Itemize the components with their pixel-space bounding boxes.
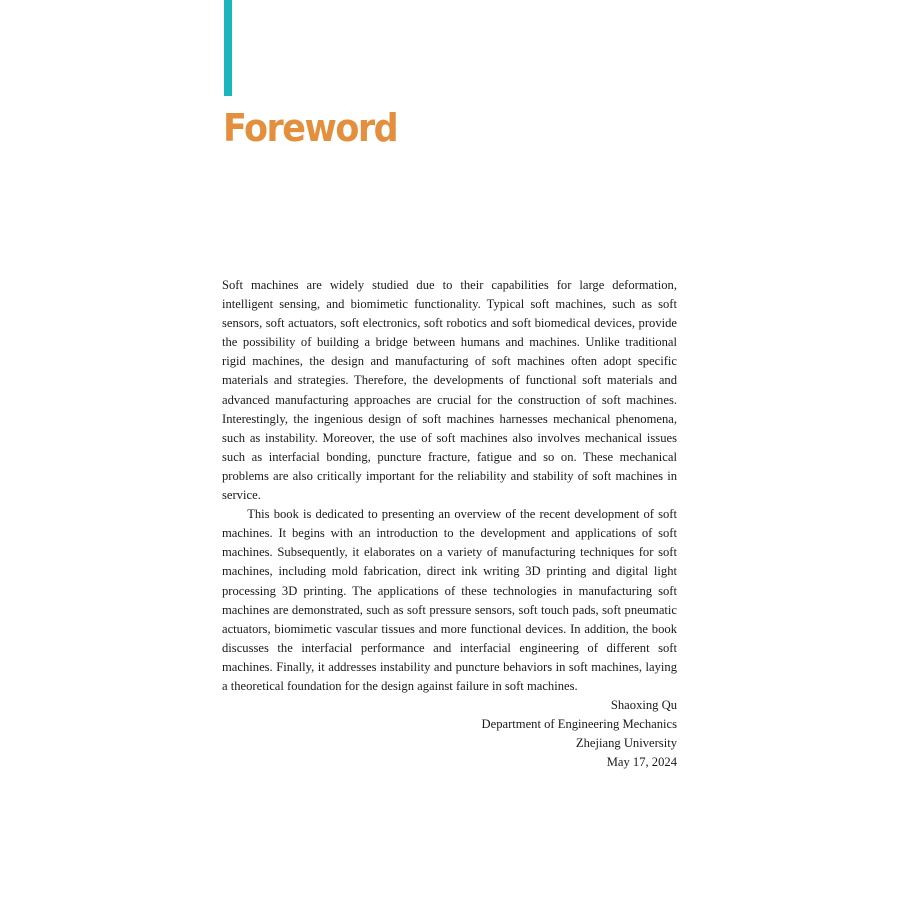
- author-department: Department of Engineering Mechanics: [481, 717, 677, 732]
- signature-block: [222, 696, 677, 772]
- foreword-body: [222, 276, 677, 772]
- signature-date: May 17, 2024: [606, 755, 677, 770]
- paragraph-1: Soft machines are widely studied due to their capabilities for large deformation, intelligent sensing, and biomimetic functionality. Typical soft machines, such as soft sensors, soft actuators, soft electronics, soft robotics and soft biomedical devices, provide the possibility of building a bridge between humans and machines. Unlike traditional rigid machines, the design and manufacturing of soft machines often adopt specific materials and strategies. Therefore, the developments of functional soft materials and advanced manufacturing approaches are crucial for the construction of soft machines. Interestingly, the ingenious design of soft machines harnesses mechanical phenomena, such as instability. Moreover, the use of soft machines also involves mechanical issues such as interfacial bonding, puncture fracture, fatigue and so on. These mechanical problems are also critically important for the reliability and stability of soft machines in service.: [222, 278, 677, 503]
- author-name: Shaoxing Qu: [610, 698, 677, 713]
- paragraph-2: This book is dedicated to presenting an overview of the recent development of soft machines. It begins with an introduction to the development and applications of soft machines. Subsequently, it elaborates on a variety of manufacturing techniques for soft machines, including mold fabrication, direct ink writing 3D printing and digital light processing 3D printing. The applications of these technologies in manufacturing soft machines are demonstrated, such as soft pressure sensors, soft touch pads, soft pneumatic actuators, biomimetic vascular tissues and more functional devices. In addition, the book discusses the interfacial performance and interfacial engineering of different soft machines. Finally, it addresses instability and puncture behaviors in soft machines, laying a theoretical foundation for the design against failure in soft machines.: [222, 507, 677, 693]
- accent-bar: [224, 0, 232, 96]
- page-title: Foreword: [223, 106, 398, 150]
- author-university: Zhejiang University: [575, 736, 677, 751]
